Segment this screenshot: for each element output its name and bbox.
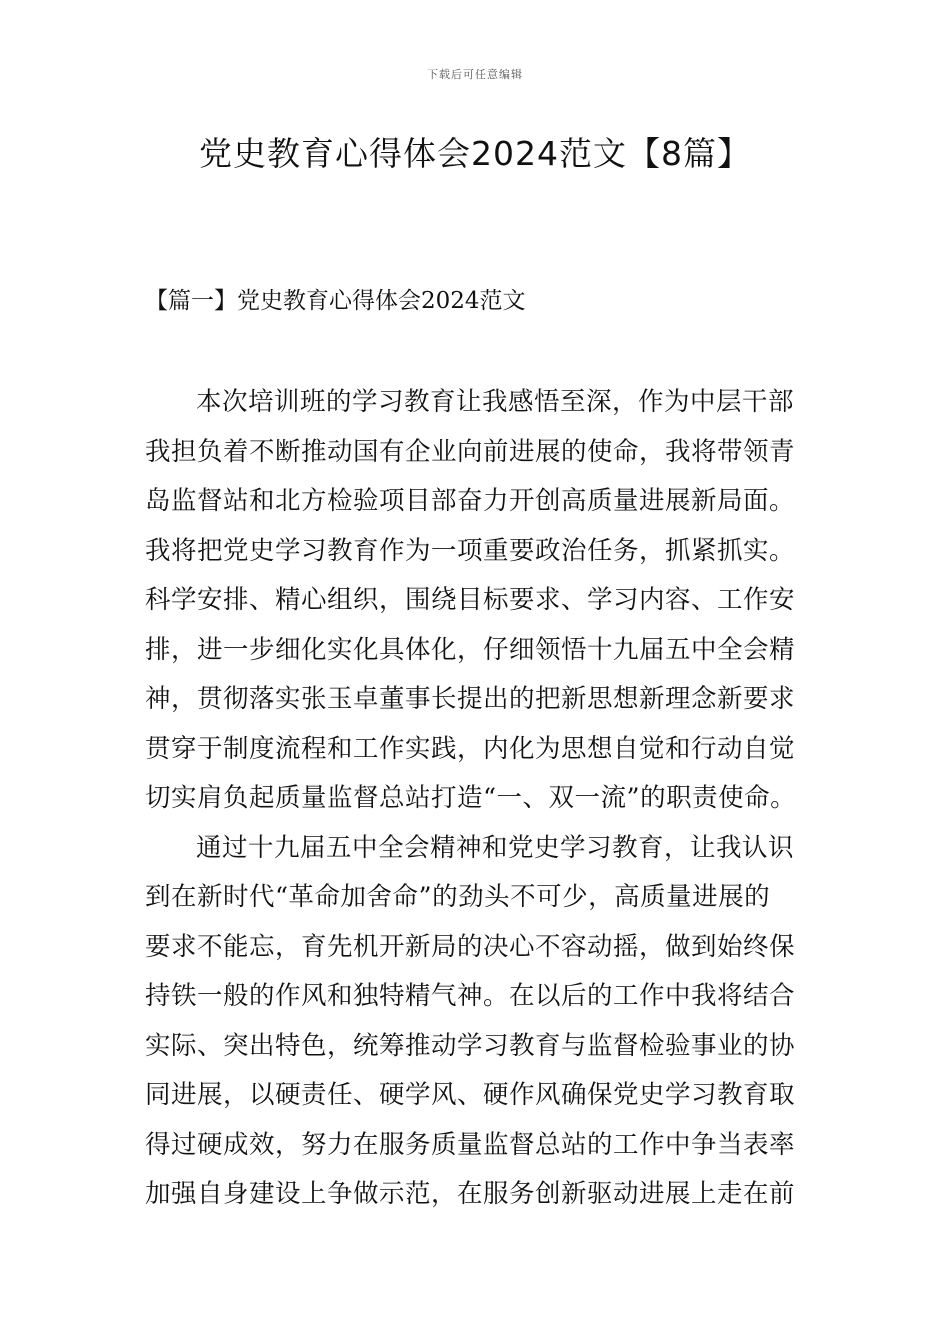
text-line: 本次培训班的学习教育让我感悟至深，作为中层干部 [196,387,795,417]
text-line: 到在新时代“革命加舍命”的劲头不可少，高质量进展的 [145,882,771,912]
text-line: 排，进一步细化实化具体化，仔细领悟十九届五中全会精 [145,634,796,665]
text-line: 科学安排、精心组织，围绕目标要求、学习内容、工作安 [145,585,796,615]
document-body [145,378,807,1220]
text-line: 贯穿于制度流程和工作实践，内化为思想自觉和行动自觉 [145,733,796,764]
document-title: 党史教育心得体会2024范文【8篇】 [199,134,751,173]
text-line: 我担负着不断推动国有企业向前进展的使命，我将带领青 [145,436,796,467]
text-line: 持铁一般的作风和独特精气神。在以后的工作中我将结合 [145,981,796,1011]
paragraph-2 [145,824,807,1220]
paragraph-1 [145,378,807,824]
text-line: 我将把党史学习教育作为一项重要政治任务，抓紧抓实。 [145,535,796,566]
text-line: 切实肩负起质量监督总站打造“一、双一流”的职责使命。 [145,783,797,813]
section-heading: 【篇一】党史教育心得体会2024范文 [145,288,526,314]
text-line: 得过硬成效，努力在服务质量监督总站的工作中争当表率 [145,1129,796,1160]
text-line: 要求不能忘，育先机开新局的决心不容动摇，做到始终保 [145,931,796,962]
text-line: 岛监督站和北方检验项目部奋力开创高质量进展新局面。 [145,486,796,516]
text-line: 加强自身建设上争做示范，在服务创新驱动进展上走在前 [145,1179,796,1209]
text-line: 实际、突出特色，统筹推动学习教育与监督检验事业的协 [145,1030,796,1061]
text-line: 同进展，以硬责任、硬学风、硬作风确保党史学习教育取 [145,1080,796,1110]
text-line: 神，贯彻落实张玉卓董事长提出的把新思想新理念新要求 [145,684,796,714]
text-line: 通过十九届五中全会精神和党史学习教育，让我认识 [196,832,795,863]
header-note: 下载后可任意编辑 [427,68,523,81]
